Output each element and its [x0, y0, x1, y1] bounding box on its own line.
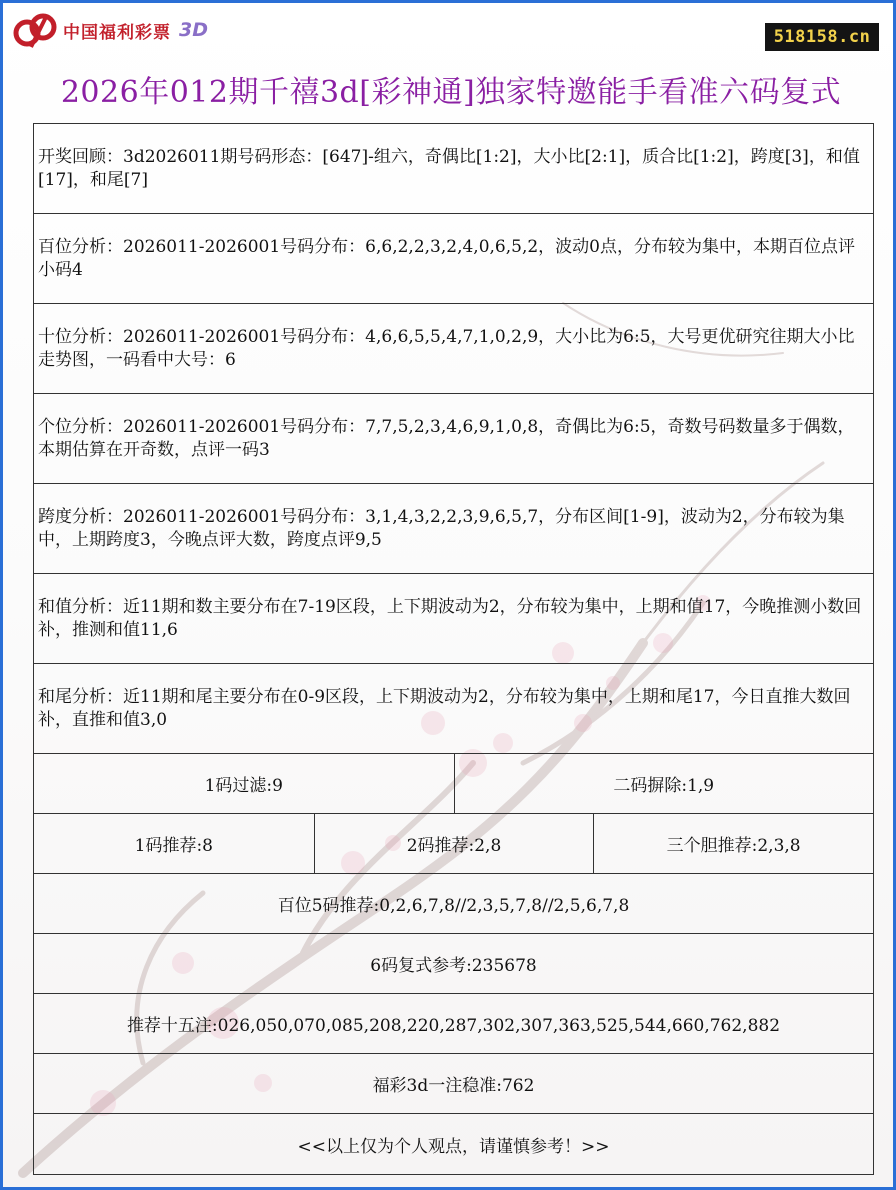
table-row [34, 1054, 873, 1114]
single-pick-cell: 福彩3d一注稳准:762 [372, 1076, 535, 1096]
table-row [34, 484, 873, 574]
rec-1-cell: 1码推荐:8 [134, 836, 213, 856]
lottery-logo [13, 11, 208, 49]
hundreds-analysis-cell: 百位分析：2026011-2026001号码分布：6,6,2,2,3,2,4,0,6,5,2，波动0点，分布较为集中，本期百位点评小码4 [38, 236, 855, 280]
page-title: 2026年012期千禧3d[彩神通]独家特邀能手看准六码复式 [60, 75, 842, 110]
disclaimer-cell: <<以上仅为个人观点，请谨慎参考！>> [297, 1136, 610, 1157]
table-row [34, 874, 873, 934]
table-row [34, 994, 873, 1054]
table-row [34, 754, 873, 814]
table-row [34, 1114, 873, 1174]
span-analysis-cell: 跨度分析：2026011-2026001号码分布：3,1,4,3,2,2,3,9,6,5,7，分布区间[1-9]，波动为2，分布较为集中，上期跨度3，今晚点评大数，跨度点评9,5 [38, 506, 845, 550]
units-analysis-cell: 个位分析：2026011-2026001号码分布：7,7,5,2,3,4,6,9,1,0,8，奇偶比为6:5，奇数号码数量多于偶数，本期估算在开奇数，点评一码3 [38, 416, 855, 460]
logo-text: 中国福利彩票 [63, 22, 171, 43]
analysis-table [33, 123, 874, 1175]
fifteen-picks-cell: 推荐十五注:026,050,070,085,208,220,287,302,307,363,525,544,660,762,882 [126, 1016, 781, 1036]
review-cell: 开奖回顾：3d2026011期号码形态：[647]-组六，奇偶比[1:2]，大小比[2:1]，质合比[1:2]，跨度[3]，和值[17]，和尾[7] [38, 146, 860, 190]
table-row [34, 574, 873, 664]
table-row [34, 124, 873, 214]
table-row [34, 394, 873, 484]
combo-6-cell: 6码复式参考:235678 [370, 956, 537, 976]
rec-3dan-cell: 三个胆推荐:2,3,8 [593, 814, 873, 873]
logo-3d-suffix: 3D [179, 19, 208, 41]
site-badge[interactable]: 518158.cn [765, 23, 879, 51]
table-row [34, 664, 873, 754]
tens-analysis-cell: 十位分析：2026011-2026001号码分布：4,6,6,5,5,4,7,1,0,2,9，大小比为6:5，大号更优研究往期大小比走势图，一码看中大号：6 [38, 326, 855, 370]
rec-2-cell: 2码推荐:2,8 [314, 814, 594, 873]
hundreds-5-cell: 百位5码推荐:0,2,6,7,8//2,3,5,7,8//2,5,6,7,8 [277, 896, 630, 916]
sum-tail-analysis-cell: 和尾分析：近11期和尾主要分布在0-9区段，上下期波动为2，分布较为集中，上期和尾17，今日直推大数回补，直推和值3,0 [38, 686, 851, 730]
remove-2-cell: 二码摒除:1,9 [454, 754, 874, 813]
table-row [34, 304, 873, 394]
welfare-lottery-logo-icon [13, 11, 57, 49]
table-row [34, 214, 873, 304]
sum-analysis-cell: 和值分析：近11期和数主要分布在7-19区段，上下期波动为2，分布较为集中，上期和值17，今晚推测小数回补，推测和值11,6 [38, 596, 862, 640]
table-row [34, 934, 873, 994]
table-row [34, 814, 873, 874]
filter-1-cell: 1码过滤:9 [204, 776, 283, 796]
